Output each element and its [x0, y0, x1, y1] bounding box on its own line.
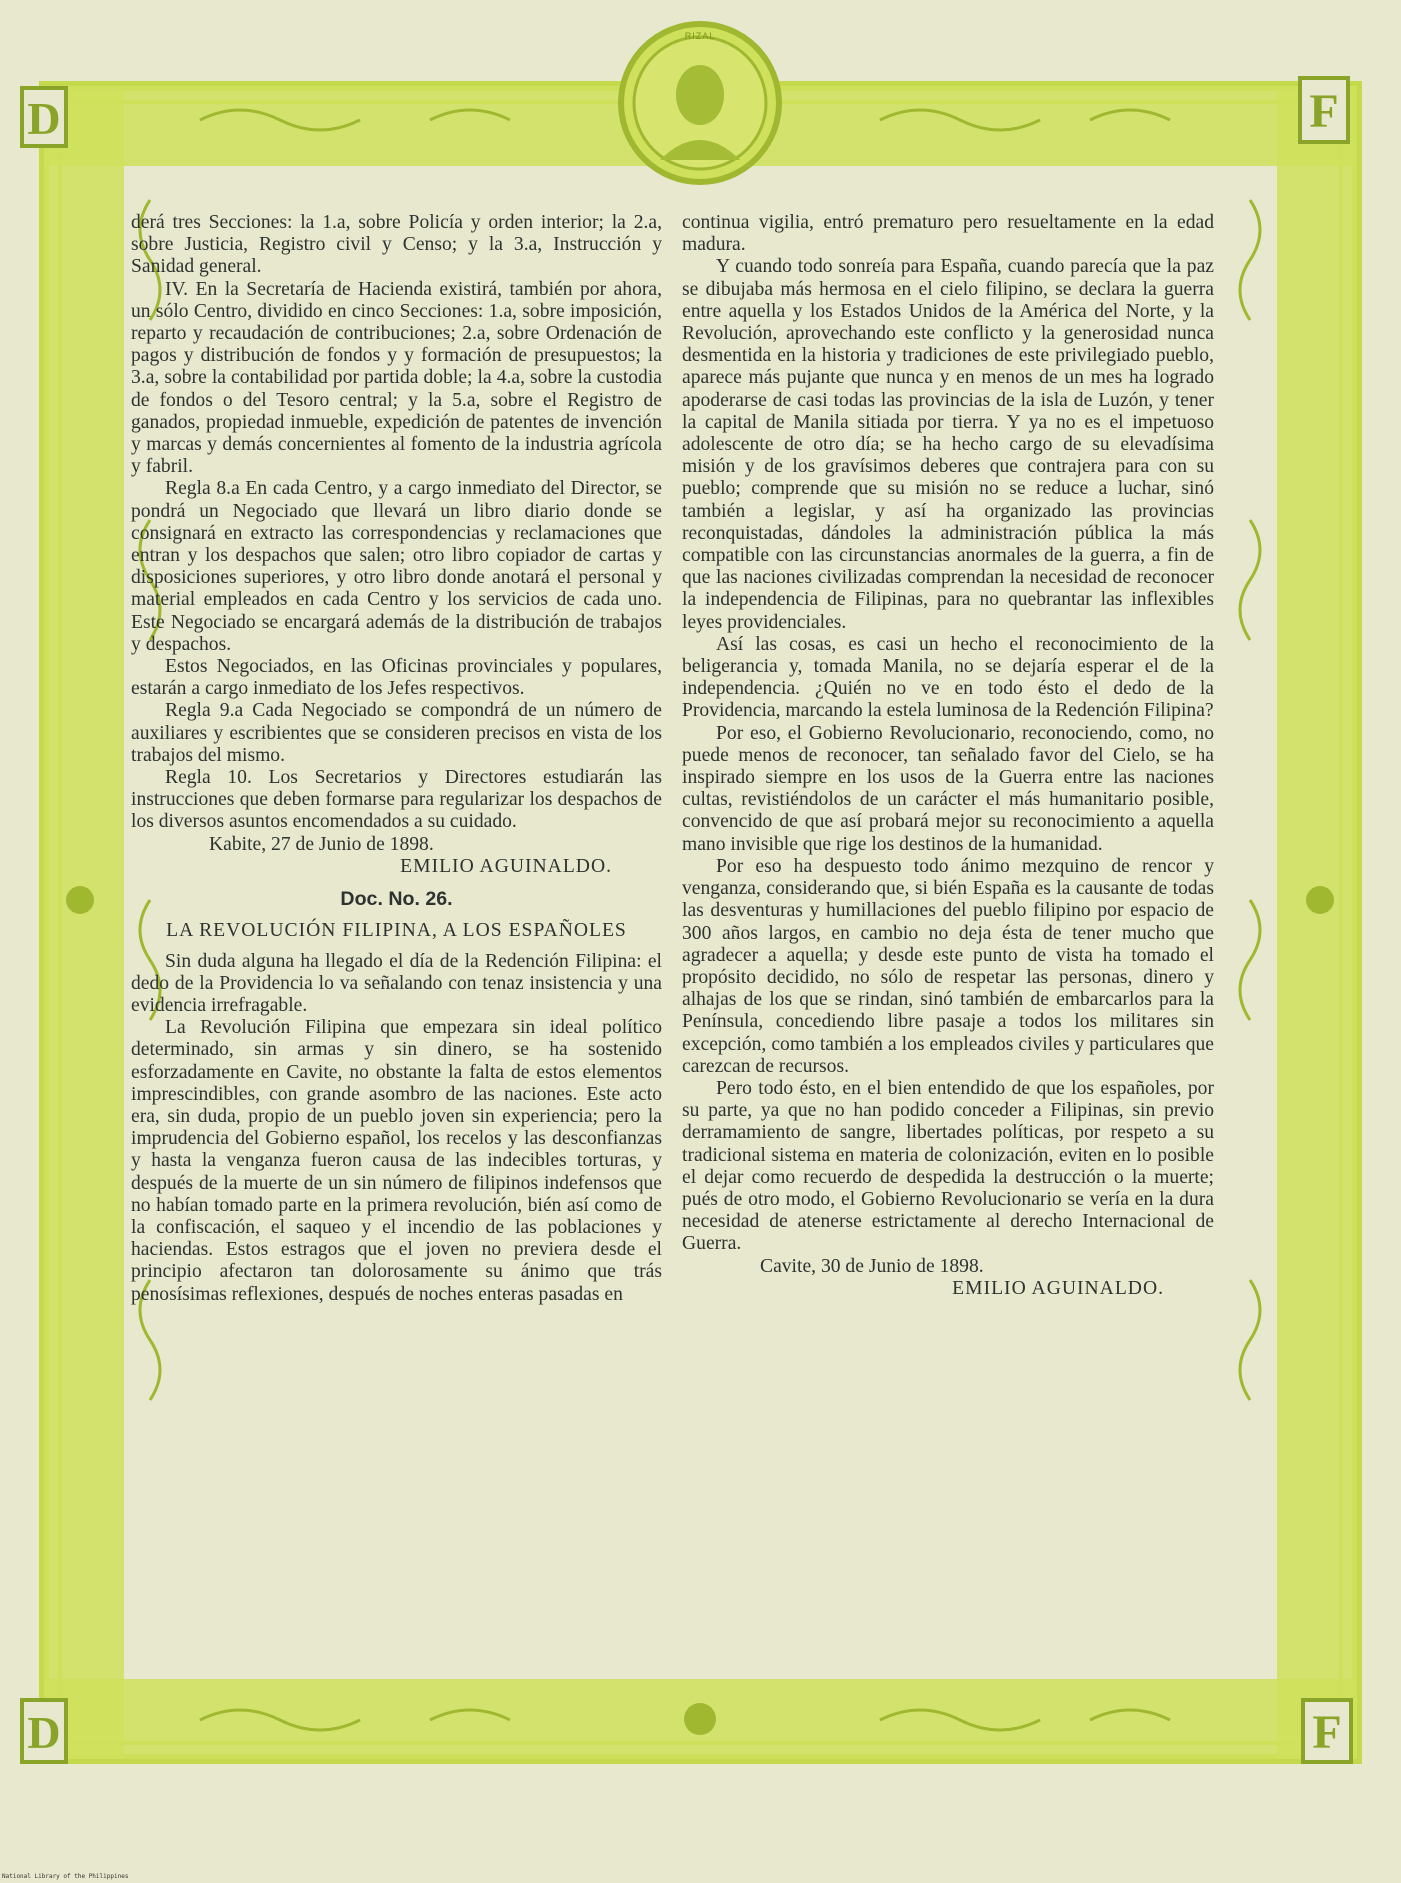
- paragraph: La Revolución Filipina que empezara sin ideal político determinado, sin armas y sin dinero, se ha sostenido esforzadamente en Cavite, no obstante la falta de estos elementos imprescindibles, con grande asombro de las naciones. Este acto era, sin duda, propio de un pueblo joven sin experiencia; pero la imprudencia del Gobierno español, los recelos y las desconfianzas y hasta la venganza fueron causa de las indecibles torturas, y después de la muerte de un sin número de filipinos indefensos que no habían tomado parte en la primera revolución, bién así como de la confiscación, el saqueo y el incendio de las poblaciones y haciendas. Estos estragos que el joven no previera desde el principio afectaron tan dolorosamente su ánimo que trás penosísimas reflexiones, después de noches enteras pasadas en: [131, 1017, 662, 1305]
- library-credit: National Library of the Philippines: [2, 1873, 129, 1880]
- paragraph: continua vigilia, entró prematuro pero resueltamente en la edad madura.: [682, 212, 1214, 256]
- right-column: [682, 212, 1214, 1300]
- paragraph: Regla 8.a En cada Centro, y a cargo inmediato del Director, se pondrá un Negociado que llevará un libro diario donde se consignará en extracto las correspondencias y reclamaciones que entran y los despachos que salen; otro libro copiador de cartas y disposiciones superiores, y otro libro donde anotará el personal y material empleados en cada Centro y los servicios de cada uno. Este Negociado se encargará además de la distribución de trabajos y despachos.: [131, 478, 662, 655]
- paragraph: Y cuando todo sonreía para España, cuando parecía que la paz se dibujaba más hermosa en el cielo filipino, se declara la guerra entre aquella y los Estados Unidos de la América del Norte, y la Revolución, aprovechando este conflicto y la generosidad nunca desmentida en la historia y tradiciones de este privilegiado pueblo, aparece más pujante que nunca y en menos de un mes ha logrado apoderarse de casi todas las provincias de la isla de Luzón, y tener la capital de Manila sitiada por tierra. Y ya no es el impetuoso adolescente de otro día; se ha hecho cargo de su elevadísima misión y de los gravísimos deberes que contrajera para con su pueblo; comprende que su misión no se reduce a luchar, sinó también a legislar, y así ha organizado las provincias reconquistadas, dándoles la administración pública la más compatible con las circunstancias anormales de la guerra, a fin de que las naciones civilizadas comprendan la necesidad de reconocer la independencia de Filipinas, para no quebrantar las inflexibles leyes providenciales.: [682, 256, 1214, 633]
- paragraph: Sin duda alguna ha llegado el día de la Redención Filipina: el dedo de la Providencia lo va señalando con tenaz insistencia y una evidencia irrefragable.: [131, 950, 662, 1016]
- paragraph: Por eso ha despuesto todo ánimo mezquino de rencor y venganza, considerando que, si bién España es la causante de todas las desventuras y humillaciones del pueblo filipino por espacio de 300 años largos, en cambio no deja ésta de tener mucho que agradecer a aquella; y desde este punto de vista ha tomado el propósito decidido, no sólo de respetar las personas, dinero y alhajas de los que se rindan, sinó también de embarcarlos para la Península, concediendo libre pasaje a todos los militares sin excepción, como también a los empleados civiles y particulares que carezcan de recursos.: [682, 855, 1214, 1077]
- document-number: Doc. No. 26.: [340, 888, 453, 911]
- corner-letter-bottom-right: F: [1312, 1706, 1342, 1759]
- place-date: Cavite, 30 de Junio de 1898.: [760, 1255, 984, 1277]
- paragraph: Así las cosas, es casi un hecho el reconocimiento de la beligerancia y, tomada Manila, no se dejaría esperar el de la independencia. ¿Quién no ve en todo ésto el dedo de la Providencia, marcando la estela luminosa de la Redención Filipina?: [682, 633, 1214, 722]
- paragraph: Por eso, el Gobierno Revolucionario, reconociendo, como, no puede menos de reconocer, tan señalado favor del Cielo, se ha inspirado siempre en los usos de la Guerra entre las naciones cultas, revistiéndolos de un carácter el más humanitario posible, convencido de que así probará mejor su reconocimiento a aquella mano invisible que rige los destinos de la humanidad.: [682, 722, 1214, 855]
- paragraph: Regla 9.a Cada Negociado se compondrá de un número de auxiliares y escribientes que se consideren precisos en vista de los trabajos del mismo.: [131, 700, 662, 766]
- corner-letter-top-right: F: [1309, 85, 1339, 138]
- signature: EMILIO AGUINALDO.: [952, 1277, 1164, 1299]
- paragraph: Regla 10. Los Secretarios y Directores estudiarán las instrucciones que deben formarse para regularizar los despachos de los diversos asuntos encomendados a su cuidado.: [131, 767, 662, 833]
- left-column: [131, 212, 662, 1306]
- signature: EMILIO AGUINALDO.: [400, 855, 612, 877]
- place-date: Kabite, 27 de Junio de 1898.: [209, 833, 434, 855]
- paragraph: Pero todo ésto, en el bien entendido de que los españoles, por su parte, ya que no han podido conceder a Filipinas, sin previo derramamiento de sangre, libertades políticas, por respeto a su tradicional sistema en materia de colonización, eviten en lo posible el dejar como recuerdo de despedida la destrucción o la muerte; pués de otro modo, el Gobierno Revolucionario se vería en la dura necesidad de atenerse estrictamente al derecho Internacional de Guerra.: [682, 1077, 1214, 1255]
- paragraph: derá tres Secciones: la 1.a, sobre Policía y orden interior; la 2.a, sobre Justicia, Registro civil y Censo; y la 3.a, Instrucción y Sanidad general.: [131, 212, 662, 278]
- corner-letter-top-left: D: [27, 93, 61, 144]
- medallion-label: RIZAL: [684, 31, 716, 41]
- document-heading: LA REVOLUCIÓN FILIPINA, A LOS ESPAÑOLES: [166, 920, 627, 942]
- paragraph: Estos Negociados, en las Oficinas provinciales y populares, estarán a cargo inmediato de los Jefes respectivos.: [131, 656, 662, 700]
- paragraph: IV. En la Secretaría de Hacienda existirá, también por ahora, un sólo Centro, dividido en cinco Secciones: 1.a, sobre imposición, reparto y recaudación de contribuciones; 2.a, sobre Ordenación de pagos y distribución de fondos y y formación de presupuestos; la 3.a, sobre la contabilidad por partida doble; la 4.a, sobre la custodia de fondos o del Tesoro central; y la 5.a, sobre el Registro de ganados, propiedad inmueble, expedición de patentes de invención y marcas y demás concernientes al fomento de la industria agrícola y fabril.: [131, 278, 662, 478]
- corner-letter-bottom-left: D: [27, 1707, 61, 1758]
